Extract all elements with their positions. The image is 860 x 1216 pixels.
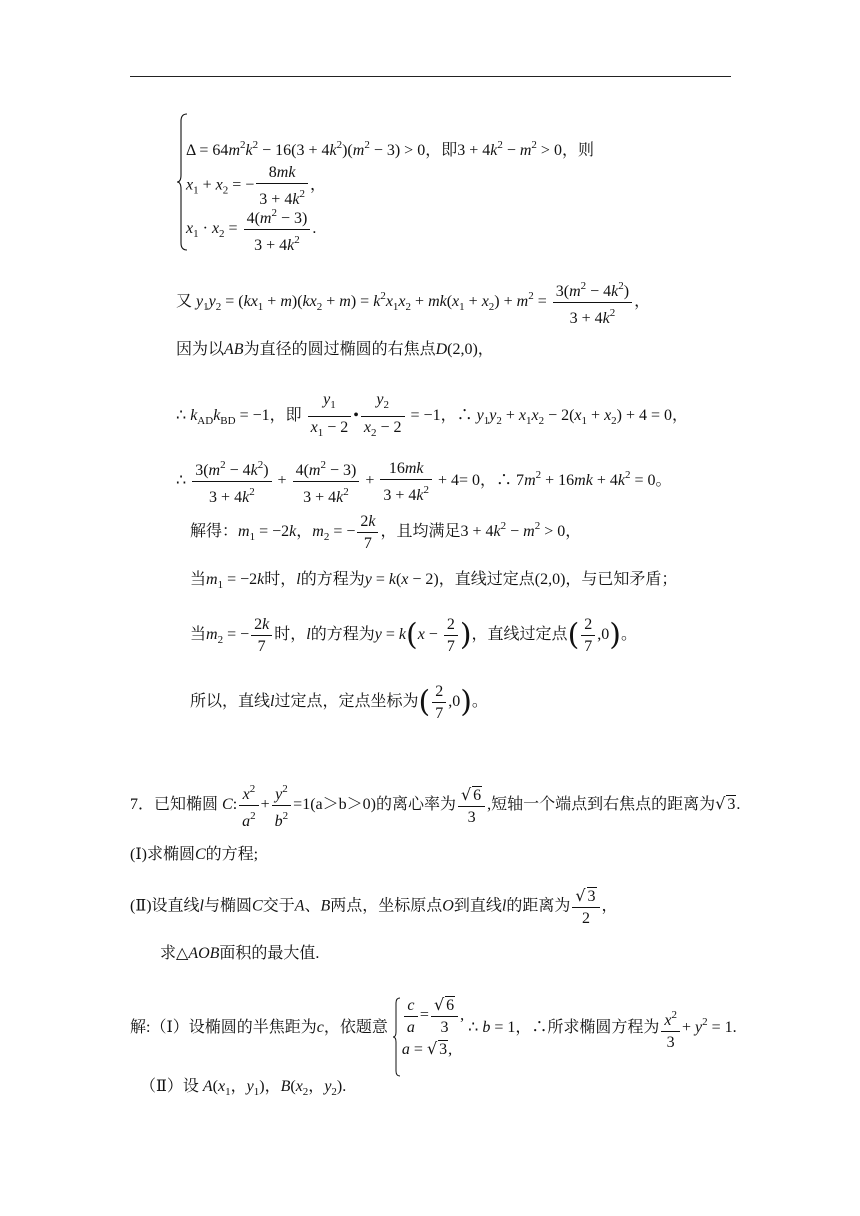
circle-line: 因为以AB为直径的圆过椭圆的右焦点D(2,0)，: [176, 341, 494, 358]
problem-7-part-1: (Ⅰ)求椭圆C的方程;: [130, 846, 259, 863]
header-rule: [130, 76, 731, 77]
conclusion-line: 所以，直线l过定点，定点坐标为( $\frac{2}{7}$ ,0)。: [190, 683, 488, 722]
y1y2-line: 又 $y_1y_2 = (kx_1 + m)(kx_2 + m) = k^2x_1x_2 + mk(x_1 + x_2) + m^2$ = $\frac{3(m^2 - 4k^2)}{3 + 4k^2}$ ，: [176, 277, 650, 328]
problem-7-stem: 7．已知椭圆 C: $\frac{x^2}{a^2}$ + $\frac{y^2}{b^2}$ =1(a＞b＞0)的离心率为 $\frac{√ 6}{3}$ ,短轴一个端点到右焦点的距离为√ 3.: [130, 780, 740, 831]
solution-part-1: 解:（Ⅰ）设椭圆的半焦距为c，依题意 $\frac{c}{a}$ = $\frac{√ 6}{3}$ , a = √ 3, ∴ b = 1，∴所求椭圆方程为 $\frac{x^2}{3}$ + $y^2 = 1$.: [130, 995, 737, 1062]
system-line-2: $x_1 + x_2$ = − $\frac{8mk}{3 + 4k^2}$ ，: [186, 164, 326, 208]
case1-line: 当$m_1 = -2k$时，l的方程为y = k(x − 2)，直线过定点(2,0)，与已知矛盾；: [190, 571, 678, 591]
sum-line: ∴ $\frac{3(m^2 - 4k^2)}{3 + 4k^2}$ + $\frac{4(m^2 - 3)}{3 + 4k^2}$ + $\frac{16mk}{3 + 4k^2}$ + 4= 0，∴ $7m^2 + 16mk + 4k^2 = 0$。: [176, 456, 671, 507]
system-line-1: $\Delta = 64m^2k^2 - 16(3 + 4k^2)(m^2 - 3) > 0$，即$3 + 4k^2 - m^2 > 0$，则: [186, 139, 594, 159]
problem-7-part-2: (Ⅱ)设直线l与椭圆C交于A、B两点，坐标原点O到直线l的距离为 $\frac{√ 3}{2}$ ，: [130, 886, 618, 927]
case2-line: 当$m_2$ = − $\frac{2k}{7}$ 时，l的方程为y = k(x − $\frac{2}{7}$ )，直线过定点( $\frac{2}{7}$ ,0)。: [190, 616, 638, 655]
problem-7-part-2b: 求△AOB面积的最大值.: [160, 945, 320, 962]
slope-line: ∴ $k_{AD}k_{BD} = -1$，即 $\frac{y_1}{x_1 - 2}$ • $\frac{y_2}{x_2 - 2}$ = −1，∴ $y_1y_2 + x_1x_2 - 2(x_1 + x_2) + 4 = 0$，: [176, 391, 689, 439]
system-line-3: $x_1 \cdot x_2$ = $\frac{4(m^2 - 3)}{3 + 4k^2}$ .: [186, 204, 316, 255]
solution-part-2: （Ⅱ）设 $A(x_1$，$y_1$)，$B(x_2$，$y_2$).: [140, 1078, 347, 1098]
solve-line: 解得：$m_1 = -2k$，$m_2$ = − $\frac{2k}{7}$ ，且均满足$3 + 4k^2 - m^2 > 0$，: [190, 513, 582, 552]
